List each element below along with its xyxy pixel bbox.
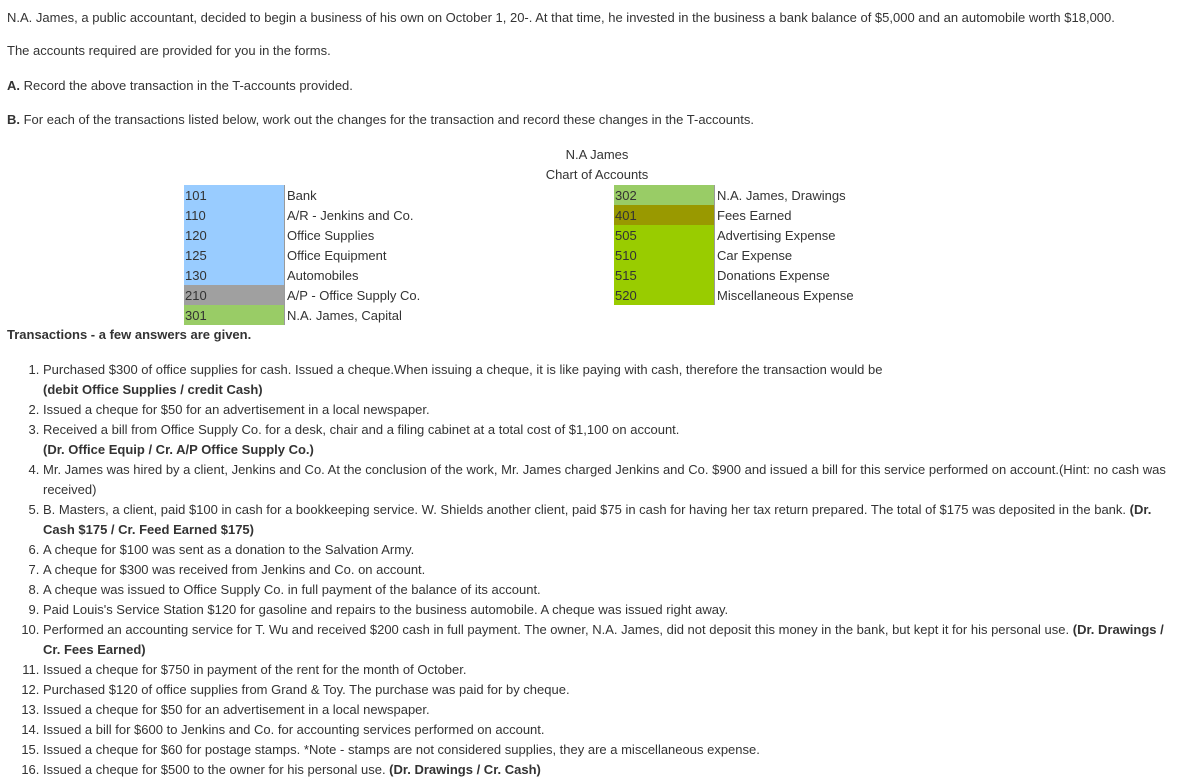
transaction-text: Mr. James was hired by a client, Jenkins and Co. At the conclusion of the work, Mr. James charged Jenkins and Co. $900 and issued a bill for this service performed on account.(Hint: no cash was received) bbox=[43, 462, 1166, 497]
account-number: 130 bbox=[184, 265, 285, 285]
account-name: Fees Earned bbox=[717, 207, 792, 223]
coa-row bbox=[184, 305, 420, 325]
intro-paragraph: N.A. James, a public accountant, decided to begin a business of his own on October 1, 20-. At that time, he invested in the business a bank balance of $5,000 and an automobile worth $18,000. bbox=[7, 10, 1115, 25]
account-number: 515 bbox=[614, 265, 715, 285]
coa-row bbox=[184, 225, 420, 245]
transaction-text: A cheque was issued to Office Supply Co. in full payment of the balance of its account. bbox=[43, 582, 541, 597]
transaction-answer: (Dr. Drawings / Cr. Cash) bbox=[389, 762, 541, 777]
account-name: N.A. James, Capital bbox=[287, 307, 402, 323]
account-name: Office Supplies bbox=[287, 227, 375, 243]
account-name: Car Expense bbox=[717, 247, 793, 263]
transaction-text: Issued a cheque for $500 to the owner for his personal use. bbox=[43, 762, 390, 777]
transaction-answer: (Dr. Drawings / Cr. Fees Earned) bbox=[43, 622, 1164, 657]
transaction-text: Paid Louis's Service Station $120 for gasoline and repairs to the business automobile. A cheque was issued right away. bbox=[43, 602, 729, 617]
account-name: Bank bbox=[287, 187, 317, 203]
coa-row bbox=[184, 245, 420, 265]
transaction-item bbox=[43, 460, 1183, 500]
account-number: 505 bbox=[614, 225, 715, 245]
coa-row bbox=[184, 285, 420, 305]
account-name: N.A. James, Drawings bbox=[717, 187, 846, 203]
account-name: Miscellaneous Expense bbox=[717, 287, 854, 303]
transaction-text: Issued a cheque for $50 for an advertisement in a local newspaper. bbox=[43, 402, 430, 417]
account-number: 302 bbox=[614, 185, 715, 205]
transaction-text: Issued a cheque for $750 in payment of the rent for the month of October. bbox=[43, 662, 467, 677]
coa-row bbox=[184, 265, 420, 285]
part-a-instruction bbox=[7, 78, 353, 94]
coa-row bbox=[184, 205, 420, 225]
transaction-text: A cheque for $100 was sent as a donation to the Salvation Army. bbox=[43, 542, 415, 557]
transactions-list bbox=[0, 360, 1183, 780]
coa-row bbox=[184, 185, 420, 205]
account-number: 110 bbox=[184, 205, 285, 225]
part-b-text: For each of the transactions listed below, work out the changes for the transaction and record these changes in the T-accounts. bbox=[20, 112, 754, 127]
coa-row bbox=[614, 185, 854, 205]
transaction-text: Issued a cheque for $50 for an advertisement in a local newspaper. bbox=[43, 702, 430, 717]
account-name: Automobiles bbox=[287, 267, 359, 283]
account-number: 120 bbox=[184, 225, 285, 245]
transaction-text: Purchased $300 of office supplies for cash. Issued a cheque.When issuing a cheque, it is like paying with cash, therefore the transaction would be bbox=[43, 362, 883, 377]
account-name: Office Equipment bbox=[287, 247, 387, 263]
transaction-item bbox=[43, 700, 1183, 720]
transaction-answer: (Dr. Office Equip / Cr. A/P Office Supply Co.) bbox=[43, 442, 314, 457]
transaction-item bbox=[43, 500, 1183, 540]
transaction-text: Received a bill from Office Supply Co. for a desk, chair and a filing cabinet at a total cost of $1,100 on account. bbox=[43, 422, 680, 437]
transaction-item bbox=[43, 400, 1183, 420]
transaction-answer: (Dr. Cash $175 / Cr. Feed Earned $175) bbox=[43, 502, 1152, 537]
coa-row bbox=[614, 205, 854, 225]
transaction-text: A cheque for $300 was received from Jenkins and Co. on account. bbox=[43, 562, 426, 577]
account-name: A/R - Jenkins and Co. bbox=[287, 207, 414, 223]
account-number: 210 bbox=[184, 285, 285, 305]
part-a-label: A. bbox=[7, 78, 20, 93]
coa-table-right bbox=[614, 185, 854, 305]
coa-owner-title: N.A James bbox=[565, 147, 629, 162]
transaction-item bbox=[43, 420, 1183, 460]
forms-note: The accounts required are provided for you in the forms. bbox=[7, 43, 331, 58]
account-name: Donations Expense bbox=[717, 267, 830, 283]
transaction-text: Performed an accounting service for T. Wu and received $200 cash in full payment. The owner, N.A. James, did not deposit this money in the bank, but kept it for his personal use. bbox=[43, 622, 1073, 637]
account-name: Advertising Expense bbox=[717, 227, 836, 243]
coa-row bbox=[614, 245, 854, 265]
coa-title: Chart of Accounts bbox=[545, 167, 649, 182]
part-a-text: Record the above transaction in the T-accounts provided. bbox=[20, 78, 353, 93]
coa-table-left bbox=[184, 185, 420, 325]
transaction-item bbox=[43, 360, 1183, 400]
transaction-item bbox=[43, 760, 1183, 780]
transaction-item bbox=[43, 560, 1183, 580]
transaction-text: Issued a cheque for $60 for postage stamps. *Note - stamps are not considered supplies, they are a miscellaneous expense. bbox=[43, 742, 760, 757]
coa-row bbox=[614, 265, 854, 285]
coa-row bbox=[614, 285, 854, 305]
account-name: A/P - Office Supply Co. bbox=[287, 287, 421, 303]
account-number: 101 bbox=[184, 185, 285, 205]
transaction-item bbox=[43, 600, 1183, 620]
transaction-item bbox=[43, 580, 1183, 600]
account-number: 520 bbox=[614, 285, 715, 305]
transaction-item bbox=[43, 660, 1183, 680]
transaction-item bbox=[43, 680, 1183, 700]
transaction-text: Purchased $120 of office supplies from Grand & Toy. The purchase was paid for by cheque. bbox=[43, 682, 570, 697]
account-number: 125 bbox=[184, 245, 285, 265]
part-b-label: B. bbox=[7, 112, 20, 127]
transaction-item bbox=[43, 540, 1183, 560]
account-number: 301 bbox=[184, 305, 285, 325]
transaction-item bbox=[43, 720, 1183, 740]
coa-row bbox=[614, 225, 854, 245]
transaction-answer: (debit Office Supplies / credit Cash) bbox=[43, 382, 263, 397]
transactions-heading: Transactions - a few answers are given. bbox=[7, 327, 252, 342]
account-number: 401 bbox=[614, 205, 715, 225]
account-number: 510 bbox=[614, 245, 715, 265]
transaction-text: B. Masters, a client, paid $100 in cash for a bookkeeping service. W. Shields another client, paid $75 in cash for having her tax return prepared. The total of $175 was deposited in the bank. bbox=[43, 502, 1130, 517]
transaction-item bbox=[43, 620, 1183, 660]
transaction-text: Issued a bill for $600 to Jenkins and Co. for accounting services performed on account. bbox=[43, 722, 545, 737]
part-b-instruction bbox=[7, 112, 754, 128]
transaction-item bbox=[43, 740, 1183, 760]
